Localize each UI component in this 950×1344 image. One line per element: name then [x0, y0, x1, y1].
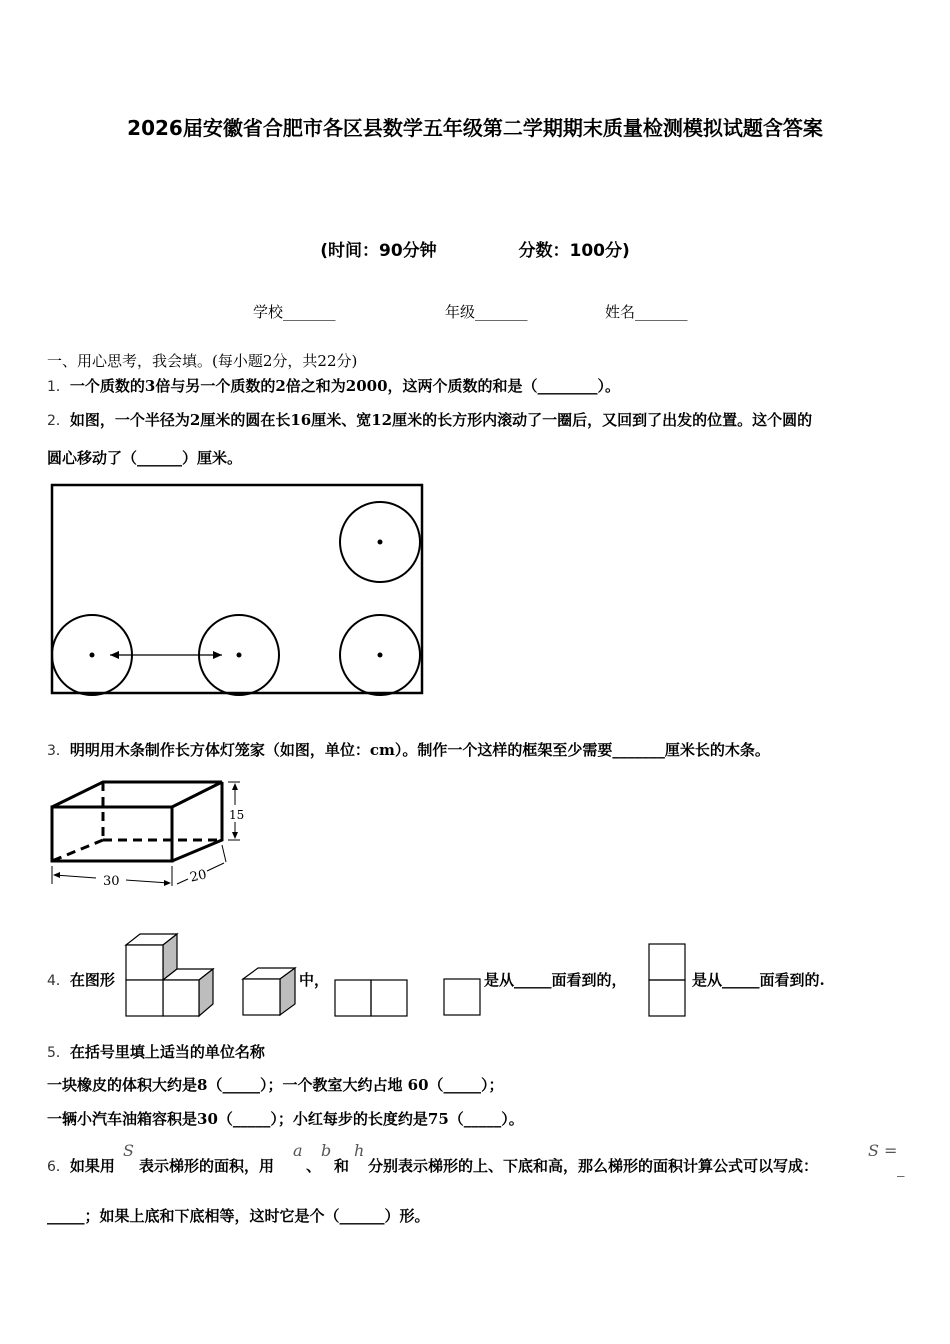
height-label: 15 [229, 808, 245, 822]
question-6: 6．如果用 [47, 1157, 115, 1175]
question-text: 一个质数的3倍与另一个质数的2倍之和为2000，这两个质数的和是（________）。 [69, 377, 621, 395]
question-number: 4． [47, 973, 70, 989]
question-5-line1: 一块橡皮的体积大约是8（_____）；一个教室大约占地 60（_____）； [47, 1076, 504, 1094]
symbol-b: b [321, 1141, 332, 1160]
question-number: 2． [47, 413, 70, 429]
question-text: 在图形 [69, 971, 115, 989]
school-field[interactable]: 学校_______ [253, 303, 336, 321]
question-number: 5． [47, 1045, 70, 1061]
question-text: 圆心移动了（______）厘米。 [47, 449, 243, 467]
cube-front [126, 945, 163, 980]
cube-front [126, 980, 163, 1016]
answer-blank[interactable]: _ [897, 1159, 905, 1177]
view-square [649, 980, 685, 1016]
question-4-mid: 中， [299, 971, 330, 989]
question-4-part1: 是从_____面看到的， [484, 971, 627, 989]
single-cube [243, 968, 295, 1015]
grade-field[interactable]: 年级_______ [445, 303, 528, 321]
view-square [335, 980, 371, 1016]
symbol-S: S [123, 1141, 134, 1160]
cube-front [243, 979, 280, 1015]
symbol-h: h [354, 1141, 365, 1160]
question-text: 如图，一个半径为2厘米的圆在长16厘米、宽12厘米的长方形内滚动了一圈后，又回到了出发的位置。这个圆的 [69, 411, 813, 429]
question-text: 在括号里填上适当的单位名称 [69, 1043, 265, 1061]
question-number: 6． [47, 1159, 70, 1175]
question-6-part2: 表示梯形的面积，用 [139, 1157, 275, 1175]
word-and: 和 [334, 1157, 350, 1175]
time-limit: (时间：90分钟 [320, 241, 437, 261]
width-label: 20 [188, 867, 209, 886]
length-label: 30 [103, 874, 120, 889]
view-stacked-squares [649, 944, 685, 1016]
view-square [649, 944, 685, 980]
page-title: 2026届安徽省合肥市各区县数学五年级第二学期期末质量检测模拟试题含答案 [127, 116, 823, 140]
cube-front [163, 980, 199, 1016]
question-6-part3: 分别表示梯形的上、下底和高，那么梯形的面积计算公式可以写成： [368, 1157, 819, 1175]
view-square [371, 980, 407, 1016]
question-number: 1． [47, 379, 70, 395]
view-two-squares [335, 980, 407, 1016]
formula-start: S = [868, 1141, 898, 1160]
question-5 [47, 1042, 265, 1063]
question-number: 3． [47, 743, 70, 759]
total-score: 分数：100分) [518, 241, 630, 261]
name-field[interactable]: 姓名_______ [605, 303, 688, 321]
question-6-line2: _____；如果上底和下底相等，这时它是个（______）形。 [47, 1207, 430, 1225]
section-heading: 一、用心思考，我会填。(每小题2分，共22分) [47, 352, 358, 370]
question-5-line2: 一辆小汽车油箱容积是30（_____）；小红每步的长度约是75（_____）。 [47, 1110, 524, 1128]
symbol-a: a [293, 1141, 303, 1160]
question-4-part2: 是从_____面看到的. [692, 971, 825, 989]
question-text: 明明用木条制作长方体灯笼家（如图，单位：cm）。制作一个这样的框架至少需要_______厘米长的木条。 [69, 741, 770, 759]
separator: 、 [306, 1157, 322, 1175]
view-single-square [444, 979, 480, 1015]
cube-stack [126, 934, 213, 1016]
